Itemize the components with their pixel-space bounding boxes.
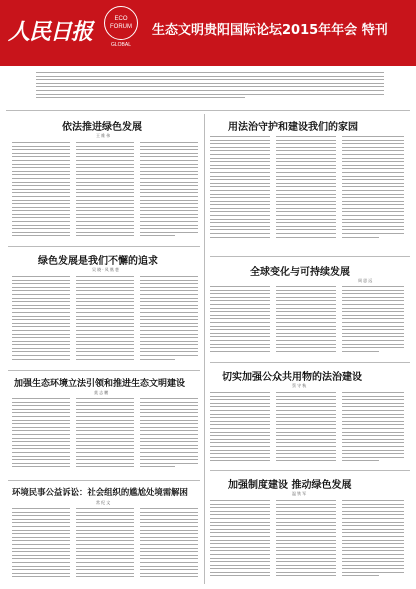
article-2-column-2 xyxy=(276,136,336,244)
article-4-headline: 全球变化与可持续发展 xyxy=(250,267,350,278)
article-7-headline: 环境民事公益诉讼：社会组织的尴尬处境需解困 xyxy=(12,487,188,497)
article-6-column-3 xyxy=(342,392,404,466)
article-1-column-1 xyxy=(12,142,70,242)
article-2-headline: 用法治守护和建设我们的家园 xyxy=(228,122,358,133)
article-5-column-1 xyxy=(12,398,70,474)
article-6-column-1 xyxy=(210,392,270,466)
article-8-headline: 加强制度建设 推动绿色发展 xyxy=(228,480,352,491)
intro-paragraph xyxy=(36,72,384,108)
left-divider-2 xyxy=(8,370,200,371)
article-4-column-3 xyxy=(342,286,404,358)
article-5-headline: 加强生态环境立法引领和推进生态文明建设 xyxy=(14,379,186,389)
section-divider xyxy=(6,110,410,111)
right-divider-2 xyxy=(210,362,410,363)
special-issue-title: 生态文明贵阳国际论坛2015年年会 特刊 xyxy=(152,23,388,38)
badge-line-2: FORUM xyxy=(110,24,132,30)
badge-line-1: ECO xyxy=(114,16,128,22)
left-divider-3 xyxy=(8,480,200,481)
newspaper-logo: 人民日报 xyxy=(8,19,93,45)
article-3-column-2 xyxy=(76,276,134,366)
right-divider-1 xyxy=(210,256,410,257)
article-8-column-2 xyxy=(276,500,336,582)
article-5-column-2 xyxy=(76,398,134,474)
article-3-column-1 xyxy=(12,276,70,366)
article-6-byline: 蔡 守 秋 xyxy=(292,383,307,388)
article-8-column-1 xyxy=(210,500,270,582)
article-8-column-3 xyxy=(342,500,404,582)
article-7-column-3 xyxy=(140,508,198,584)
article-1-byline: 王 维 伟 xyxy=(96,133,111,138)
article-6-headline: 切实加强公众共用物的法治建设 xyxy=(222,372,362,383)
article-7-byline: 常 纪 文 xyxy=(96,500,111,505)
eco-forum-badge-icon xyxy=(104,6,138,40)
left-divider-1 xyxy=(8,246,200,247)
article-3-column-3 xyxy=(140,276,198,366)
article-7-column-2 xyxy=(76,508,134,584)
article-2-column-1 xyxy=(210,136,270,244)
article-1-column-2 xyxy=(76,142,134,242)
article-5-byline: 莫 志 鹏 xyxy=(94,390,109,395)
article-4-byline: 周 思 远 xyxy=(358,278,373,283)
right-divider-3 xyxy=(210,470,410,471)
article-8-byline: 温 铁 军 xyxy=(292,491,307,496)
badge-line-3: GLOBAL xyxy=(110,42,131,48)
article-5-column-3 xyxy=(140,398,198,474)
article-1-column-3 xyxy=(140,142,198,242)
center-column-rule xyxy=(204,114,205,584)
article-4-column-2 xyxy=(276,286,336,358)
article-7-column-1 xyxy=(12,508,70,584)
article-1-headline: 依法推进绿色发展 xyxy=(62,122,142,133)
article-3-headline: 绿色发展是我们不懈的追求 xyxy=(38,256,158,267)
article-3-byline: 吴 晓 · 凤 凰 巷 xyxy=(92,267,119,272)
article-6-column-2 xyxy=(276,392,336,466)
article-2-column-3 xyxy=(342,136,404,244)
masthead-banner xyxy=(0,0,416,66)
article-4-column-1 xyxy=(210,286,270,358)
